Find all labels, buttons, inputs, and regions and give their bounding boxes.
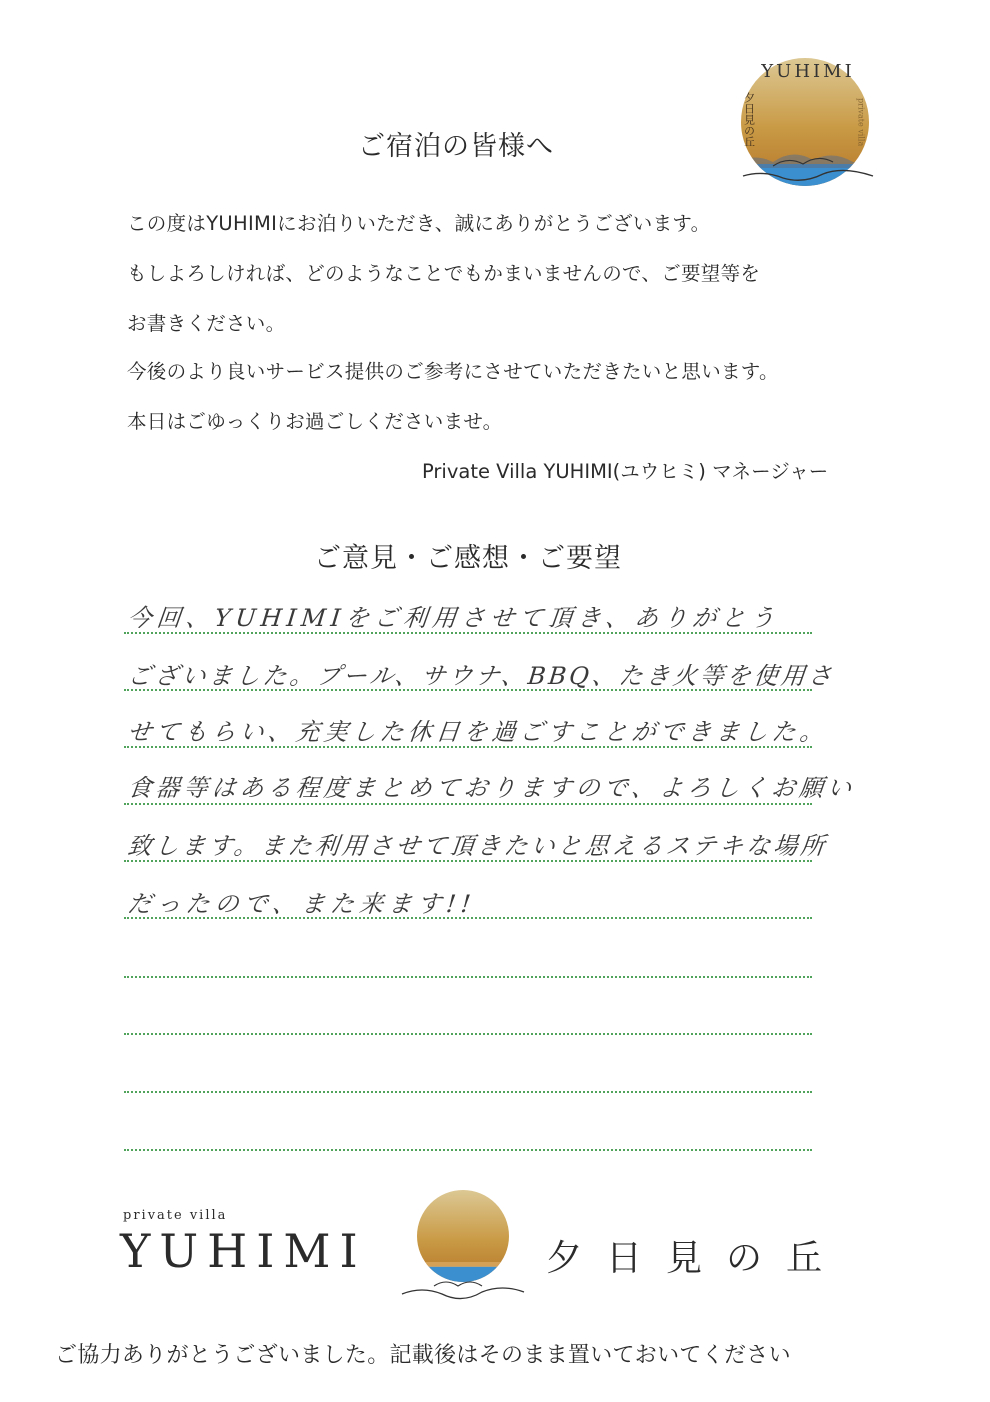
signature: Private Villa YUHIMI(ユウヒミ) マネージャー xyxy=(422,460,829,483)
brand-japanese-name: 夕日見の丘 xyxy=(546,1238,847,1279)
message-line: もしよろしければ、どのようなことでもかまいませんので、ご要望等を xyxy=(127,262,761,285)
sun-logo-icon xyxy=(733,52,883,192)
logo-side-text: private villa xyxy=(856,98,866,147)
logo-vertical-text: 夕日見の丘 xyxy=(742,92,756,147)
rule-line xyxy=(124,1149,812,1151)
handwritten-line: だったので、また来ます!! xyxy=(126,890,478,918)
logo-big xyxy=(398,1188,528,1310)
handwritten-line: 今回、YUHIMIをご利用させて頂き、ありがとう xyxy=(126,604,781,632)
rule-line xyxy=(124,803,812,805)
handwritten-line: 食器等はある程度まとめておりますので、よろしくお願い xyxy=(126,774,857,802)
rule-line xyxy=(124,976,812,978)
logo-wordmark: YUHIMI xyxy=(761,61,855,82)
sun-logo-icon xyxy=(398,1188,528,1310)
handwritten-line: ございました。プール、サウナ、BBQ、たき火等を使用さ xyxy=(126,662,837,690)
logo-small xyxy=(733,52,883,192)
brand-name: YUHIMI xyxy=(120,1224,367,1278)
handwritten-line: 致します。また利用させて頂きたいと思えるステキな場所 xyxy=(126,832,829,860)
message-line: 今後のより良いサービス提供のご参考にさせていただきたいと思います。 xyxy=(127,360,779,383)
message-line: お書きください。 xyxy=(127,312,286,335)
message-line: 本日はごゆっくりお過ごしくださいませ。 xyxy=(127,410,503,433)
message-line: この度はYUHIMIにお泊りいただき、誠にありがとうございます。 xyxy=(127,212,711,235)
handwritten-line: せてもらい、充実した休日を過ごすことができました。 xyxy=(126,718,830,746)
feedback-heading: ご意見・ご感想・ご要望 xyxy=(314,543,622,574)
brand-tagline: private villa xyxy=(123,1208,228,1223)
footer-note: ご協力ありがとうございました。記載後はそのまま置いておいてください xyxy=(55,1343,791,1368)
rule-line xyxy=(124,1033,812,1035)
rule-line xyxy=(124,1091,812,1093)
page-title: ご宿泊の皆様へ xyxy=(358,131,554,162)
